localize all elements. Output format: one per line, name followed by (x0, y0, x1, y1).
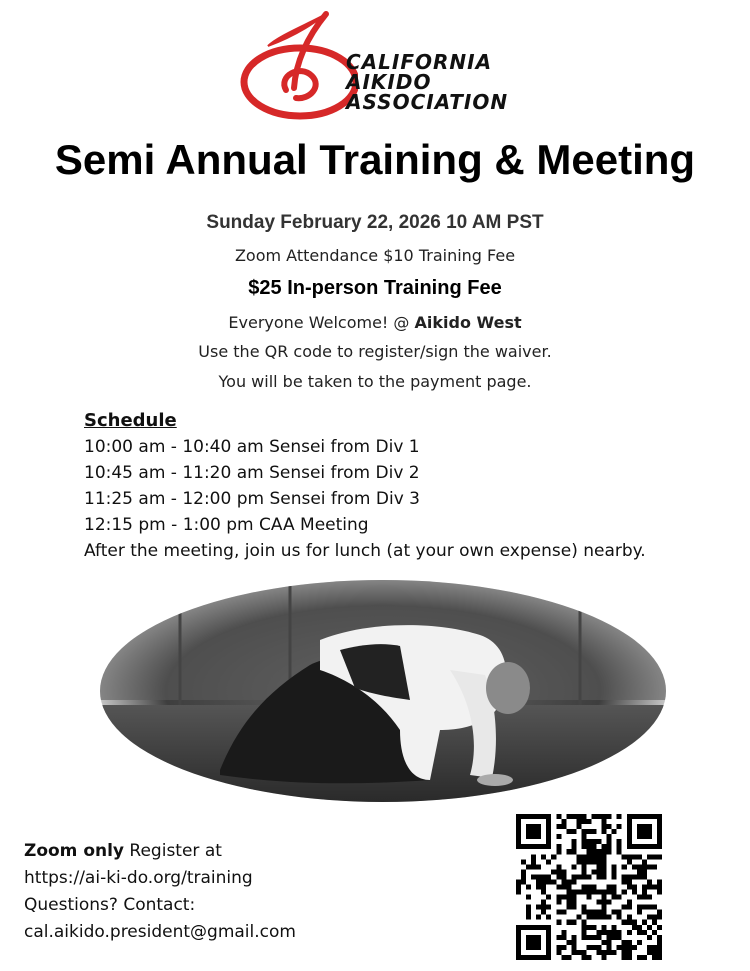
welcome-prefix: Everyone Welcome! @ (228, 313, 415, 332)
logo-wordmark (346, 52, 508, 112)
bowing-photo (100, 580, 666, 802)
schedule-row: 10:00 am - 10:40 am Sensei from Div 1 (84, 437, 420, 457)
register-url[interactable]: https://ai-ki-do.org/training (24, 868, 253, 888)
schedule-section (84, 408, 646, 564)
schedule-row: 12:15 pm - 1:00 pm CAA Meeting (84, 515, 369, 535)
event-date: Sunday February 22, 2026 10 AM PST (206, 212, 544, 233)
venue-name: Aikido West (414, 313, 522, 332)
logo-line-california: CALIFORNIA (346, 50, 493, 74)
zoom-fee: Zoom Attendance $10 Training Fee (234, 246, 516, 265)
schedule-row: 11:25 am - 12:00 pm Sensei from Div 3 (84, 489, 420, 509)
contact-block (24, 838, 296, 946)
zoom-only-label: Zoom only (24, 841, 125, 861)
questions-label: Questions? Contact: (24, 895, 196, 915)
caa-logo (238, 6, 538, 124)
logo-line-aikido: AIKIDO (346, 70, 432, 94)
page-title: Semi Annual Training & Meeting (54, 136, 696, 183)
payment-note: You will be taken to the payment page. (218, 372, 532, 391)
logo-line-association: ASSOCIATION (346, 90, 509, 114)
zoom-register-line (24, 838, 296, 865)
schedule-heading: Schedule (84, 410, 177, 431)
qr-instruction: Use the QR code to register/sign the waiver. (198, 342, 552, 361)
schedule-row: 10:45 am - 11:20 am Sensei from Div 2 (84, 463, 420, 483)
contact-email[interactable]: cal.aikido.president@gmail.com (24, 922, 296, 942)
schedule-note: After the meeting, join us for lunch (at your own expense) nearby. (84, 541, 646, 561)
inperson-fee: $25 In-person Training Fee (248, 277, 502, 299)
welcome-line (0, 313, 750, 332)
caa-logo-mark (238, 6, 358, 124)
registration-qr-code[interactable] (516, 814, 662, 960)
register-text: Register at (124, 841, 222, 861)
